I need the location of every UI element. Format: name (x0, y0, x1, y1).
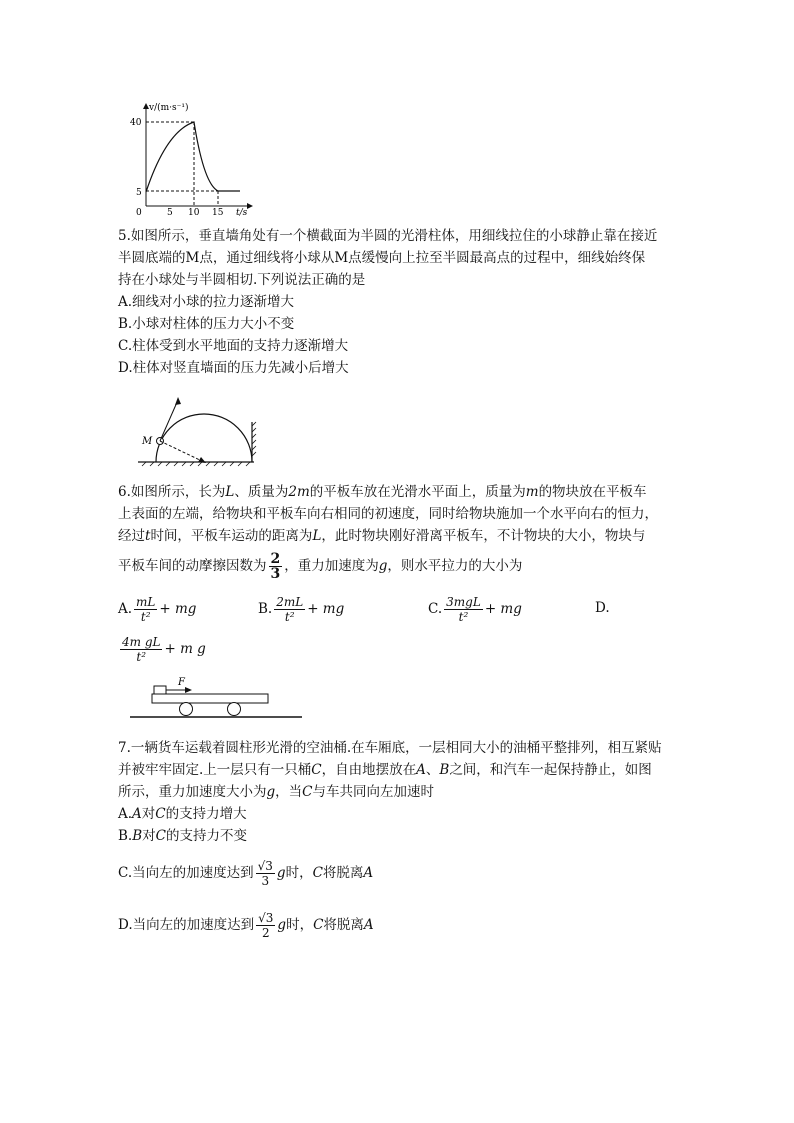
wall-hatch (252, 422, 256, 456)
x-tick-0: 0 (136, 208, 142, 218)
label-m: M (142, 436, 153, 447)
wheel-right (228, 703, 241, 716)
q6-line-1: 6.如图所示，长为L、质量为2m的平板车放在光滑水平面上，质量为m的物块放在平板车 (118, 484, 647, 500)
q5-stem-line-3: 持在小球处与半圆相切.下列说法正确的是 (118, 272, 366, 288)
q7-line-1: 7.一辆货车运载着圆柱形光滑的空油桶.在车厢底，一层相同大小的油桶平整排列，相互紧贴 (118, 740, 662, 756)
y-tick-5: 5 (136, 188, 142, 198)
y-axis-label: v/(m·s⁻¹) (149, 103, 189, 113)
q7-option-c: C.当向左的加速度达到 $\frac{√3}{3}$ g时，C将脱离A (118, 859, 374, 888)
q6-option-d-label: D. (595, 600, 610, 616)
radius-arrowhead (198, 457, 206, 463)
ground-hatch (142, 462, 250, 466)
q5-option-b: B.小球对柱体的压力大小不变 (118, 316, 295, 332)
q6-line-4: 平板车间的动摩擦因数为 $\frac{2}{3}$ ，重力加速度为g，则水平拉力的大小为 (118, 551, 523, 582)
q5-stem-line-2: 半圆底端的M点，通过细线将小球从M点缓慢向上拉至半圆最高点的过程中，细线始终保 (118, 250, 646, 266)
q6-line-2: 上表面的左端，给物块和平板车向右相同的初速度，同时给物块施加一个水平向右的恒力， (118, 506, 658, 522)
semicircle (156, 414, 252, 462)
q6-option-b: B. $\frac{2mL}{\text{t²}}$ + mg (258, 595, 345, 624)
q6-option-a: A. $\frac{mL}{\text{t²}}$ + mg (118, 595, 197, 624)
q5-option-a: A.细线对小球的拉力逐渐增大 (118, 294, 295, 310)
wheel-left (180, 703, 193, 716)
q7-option-d: D.当向左的加速度达到 $\frac{√3}{2}$ g时，C将脱离A (118, 911, 374, 940)
mu-fraction: $\frac{2}{3}$ (270, 551, 281, 582)
q7-option-a: A.A对C的支持力增大 (118, 806, 247, 822)
y-tick-40: 40 (130, 118, 142, 128)
block (154, 686, 166, 694)
radius-dashed (160, 441, 204, 462)
q7-line-3: 所示，重力加速度大小为g，当C与车共同向左加速时 (118, 784, 434, 800)
x-tick-5: 5 (167, 208, 173, 218)
velocity-curve (146, 122, 240, 192)
string-arrowhead (175, 397, 181, 405)
x-tick-15: 15 (212, 208, 224, 218)
label-f: F (178, 677, 185, 688)
string-line (160, 400, 178, 441)
semicircle-figure (132, 392, 272, 472)
cart-board (152, 694, 268, 703)
x-tick-10: 10 (188, 208, 200, 218)
q6-line-3: 经过t时间，平板车运动的距离为L，此时物块刚好滑离平板车，不计物块的大小，物块与 (118, 528, 646, 544)
q5-option-d: D.柱体对竖直墙面的压力先减小后增大 (118, 360, 349, 376)
q6-option-c: C. $\frac{\text{3mgL}}{\text{t²}}$ + mg (428, 595, 522, 624)
velocity-time-graph (128, 100, 258, 222)
q7-line-2: 并被牢牢固定.上一层只有一只桶C，自由地摆放在A、B之间，和汽车一起保持静止，如图 (118, 762, 652, 778)
q6-option-d: $\frac{\text{4m gL}}{\text{t²}}$ + m g (122, 635, 206, 664)
x-axis-label: t/s (236, 208, 248, 218)
q7-option-b: B.B对C的支持力不变 (118, 828, 247, 844)
q5-option-c: C.柱体受到水平地面的支持力逐渐增大 (118, 338, 349, 354)
force-arrowhead (185, 687, 192, 693)
cart-figure (128, 676, 308, 722)
q5-stem-line-1: 5.如图所示，垂直墙角处有一个横截面为半圆的光滑柱体，用细线拉住的小球静止靠在接近 (118, 228, 658, 244)
